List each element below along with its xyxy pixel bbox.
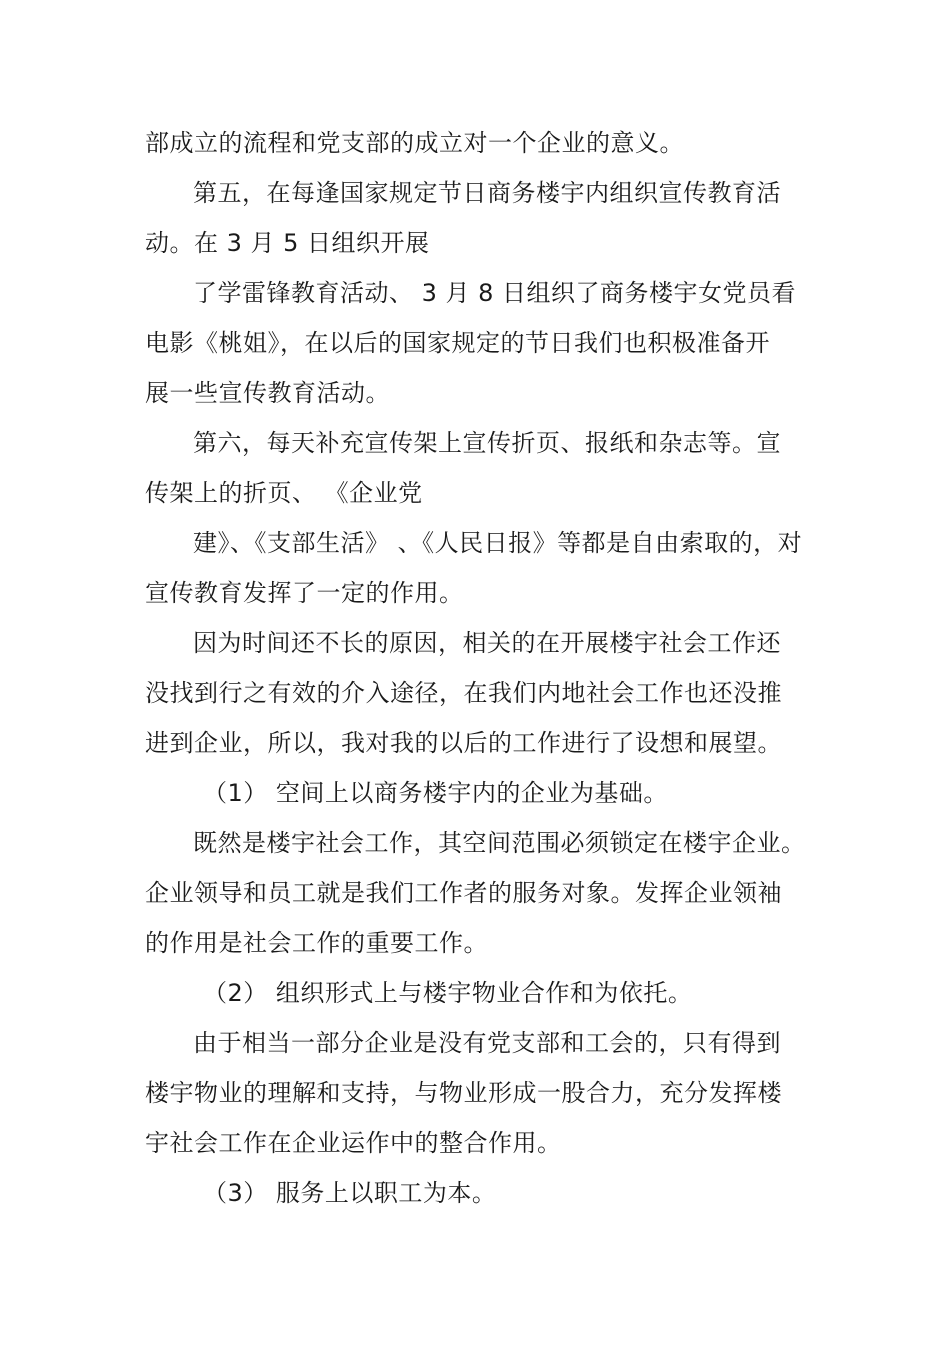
text-line: 宣传教育发挥了一定的作用。 bbox=[145, 579, 464, 607]
text-line: 进到企业，所以，我对我的以后的工作进行了设想和展望。 bbox=[145, 729, 782, 757]
text-line: 了学雷锋教育活动、 3 月 8 日组织了商务楼宇女党员看 bbox=[193, 279, 797, 307]
text-line: 展一些宣传教育活动。 bbox=[145, 379, 390, 407]
text-line: 因为时间还不长的原因，相关的在开展楼宇社会工作还 bbox=[193, 629, 781, 657]
text-line: （3） 服务上以职工为本。 bbox=[203, 1179, 497, 1207]
text-line: 宇社会工作在企业运作中的整合作用。 bbox=[145, 1129, 562, 1157]
text-line: 既然是楼宇社会工作，其空间范围必须锁定在楼宇企业。 bbox=[193, 829, 806, 857]
text-line: （1） 空间上以商务楼宇内的企业为基础。 bbox=[203, 779, 668, 807]
text-line: 的作用是社会工作的重要工作。 bbox=[145, 929, 488, 957]
text-line: 由于相当一部分企业是没有党支部和工会的，只有得到 bbox=[193, 1029, 781, 1057]
text-line: 部成立的流程和党支部的成立对一个企业的意义。 bbox=[145, 129, 684, 157]
text-line: 楼宇物业的理解和支持，与物业形成一股合力，充分发挥楼 bbox=[145, 1079, 782, 1107]
text-line: 动。在 3 月 5 日组织开展 bbox=[145, 229, 430, 257]
text-line: 第五，在每逢国家规定节日商务楼宇内组织宣传教育活 bbox=[193, 179, 781, 207]
text-line: 没找到行之有效的介入途径，在我们内地社会工作也还没推 bbox=[145, 679, 782, 707]
text-line: 建》、《支部生活》 、《人民日报》等都是自由索取的，对 bbox=[193, 529, 803, 557]
text-line: （2） 组织形式上与楼宇物业合作和为依托。 bbox=[203, 979, 693, 1007]
text-line: 第六，每天补充宣传架上宣传折页、报纸和杂志等。宣 bbox=[193, 429, 781, 457]
text-line: 电影《桃姐》，在以后的国家规定的节日我们也积极准备开 bbox=[145, 329, 770, 357]
text-line: 传架上的折页、 《企业党 bbox=[145, 479, 423, 507]
text-line: 企业领导和员工就是我们工作者的服务对象。发挥企业领袖 bbox=[145, 879, 782, 907]
